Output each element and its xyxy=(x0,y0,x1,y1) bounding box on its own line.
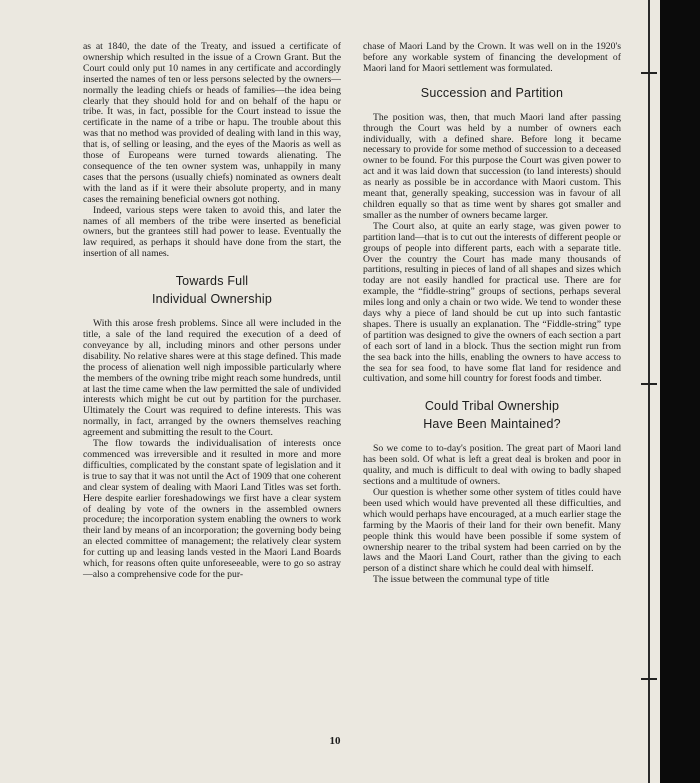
paragraph: chase of Maori Land by the Crown. It was well on in the 1920's before any workable system of financing the development of Maori land for Maori settlement was formulated. xyxy=(363,41,621,74)
scan-edge xyxy=(660,0,700,783)
paragraph: The flow towards the individualisation of interests once commenced was irreversible and it resulted in more and more difficulties, complicated by the constant spate of legislation and it is true to say that it was not until the Act of 1909 that one coherent and clear system of dealing with Maori Land Titles was set forth. Here despite earlier foreshadowings we first have a clear system of dealing by vote of the owners in the assembled owners procedure; the incorporation system enabling the owners to work their land by means of an incorporation; the governing body being an elected committee of management; the relatively clear system for cutting up and leasing lands vested in the Maori Land Boards which, for reasons often quite unforeseeable, were to go so astray—also a comprehensive code for the pur- xyxy=(83,438,342,580)
heading-line: Succession and Partition xyxy=(420,85,564,100)
right-column xyxy=(363,42,621,586)
left-column xyxy=(83,42,341,581)
paragraph: So we come to to-day's position. The great part of Maori land has been sold. Of what is left a great deal is broken and poor in quality, and much is difficult to deal with owing to badly shaped sections and a multitude of owners. xyxy=(363,443,621,488)
paragraph: Indeed, various steps were taken to avoid this, and later the names of all members of the tribe were inserted as beneficial owners, but the grantees still had power to lease. Eventually the law required, as perhaps it should have done from the start, the insertion of all names. xyxy=(83,204,341,260)
page-number: 10 xyxy=(329,735,341,747)
section-heading-towards-full-individual-ownership xyxy=(83,272,341,308)
paragraph: The issue between the communal type of title xyxy=(373,574,550,586)
paragraph: as at 1840, the date of the Treaty, and issued a certificate of ownership which resulted in the issue of a Crown Grant. But the Court could only put 10 names in any certificate and accordingly inserted the names of ten or less persons selected by the owners—normally the leading chiefs or heads of families—the idea being clearly that they should hold for and on behalf of the hapu or tribe. It was, in fact, possible for the Court instead to issue the certificate in the name of a tribe or hapu. The trouble about this was that no method was provided of dealing with land in this way, that is, of selling or leasing, and the eyes of the Maoris as well as those of Europeans were turned towards alienating. The consequence of the ten owner system was, unhappily in many cases that the persons (usually chiefs) nominated as owners dealt with the land as if it were their absolute property, and in many cases the remaining beneficial owners got nothing. xyxy=(83,41,341,205)
section-heading-succession-and-partition xyxy=(363,84,621,102)
binding-tick xyxy=(641,72,657,74)
paragraph: The position was, then, that much Maori land after passing through the Court was held by a number of owners each individually, with a defined share. Before long it became necessary to provide for some method of succession to a deceased owner to be found. For this purpose the Court was given power to act and it was laid down that succession (to land interests) should as nearly as possible be in accordance with Maori custom. This meant that, generally speaking, succession was in favour of all children equally so that as time went by shares got smaller and smaller as the number of owners became larger. xyxy=(363,111,621,221)
paragraph: Our question is whether some other system of titles could have been used which would have prevented all these difficulties, and which would perhaps have encouraged, at a much earlier stage the farming by the Maoris of their land for their own benefit. Many people think this would have been possible if some system of ownership nearer to the tribal system had been carried on by the laws and the Maori Land Court, rather than the giving to each person of a distinct share which he could deal with himself. xyxy=(363,487,621,575)
paragraph: The Court also, at quite an early stage, was given power to partition land—that is to cut out the interests of different people or groups of people into different parts, each with a separate title. Over the country the Court has made many thousands of partitions, resulting in pieces of land of all shapes and sizes which today are not easily handled for practical use. There are for example, the “fiddle-string” groups of sections, perhaps several miles long and only a chain or two wide. We tend to wonder these days why a piece of land should be cut up into such fantastic shapes. There is usually an explanation. The “Fiddle-string” type of partition was designed to give the owners of each section a part of each sort of land in a block. Thus the section might run from the sea back into the hills, enabling the owners to have access to the sea for sea food, to have some flat land for residence and cultivation, and some hill country for forest foods and timber. xyxy=(363,220,621,385)
heading-line: Towards Full xyxy=(175,274,249,289)
binding-tick xyxy=(641,678,657,680)
binding-tick xyxy=(641,383,657,385)
binding-rule xyxy=(648,0,650,783)
paragraph: With this arose fresh problems. Since all were included in the title, a sale of the land required the execution of a deed of conveyance by all, including minors and other persons under disability. No relative shares were at this stage defined. This made the process of alienation well nigh impossible particularly where the members of the owning tribe might reach some hundreds, until at last the time came when the law permitted the sale of undivided interests which might be cut out by partition for the purchaser. Ultimately the Court was required to define interests. This was normally, in fact, arranged by the owners themselves reaching agreement and submitting the result to the Court. xyxy=(83,318,342,439)
heading-line: Have Been Maintained? xyxy=(423,417,561,432)
heading-line: Individual Ownership xyxy=(151,292,273,307)
section-heading-could-tribal-ownership xyxy=(363,397,621,433)
heading-line: Could Tribal Ownership xyxy=(424,399,560,414)
